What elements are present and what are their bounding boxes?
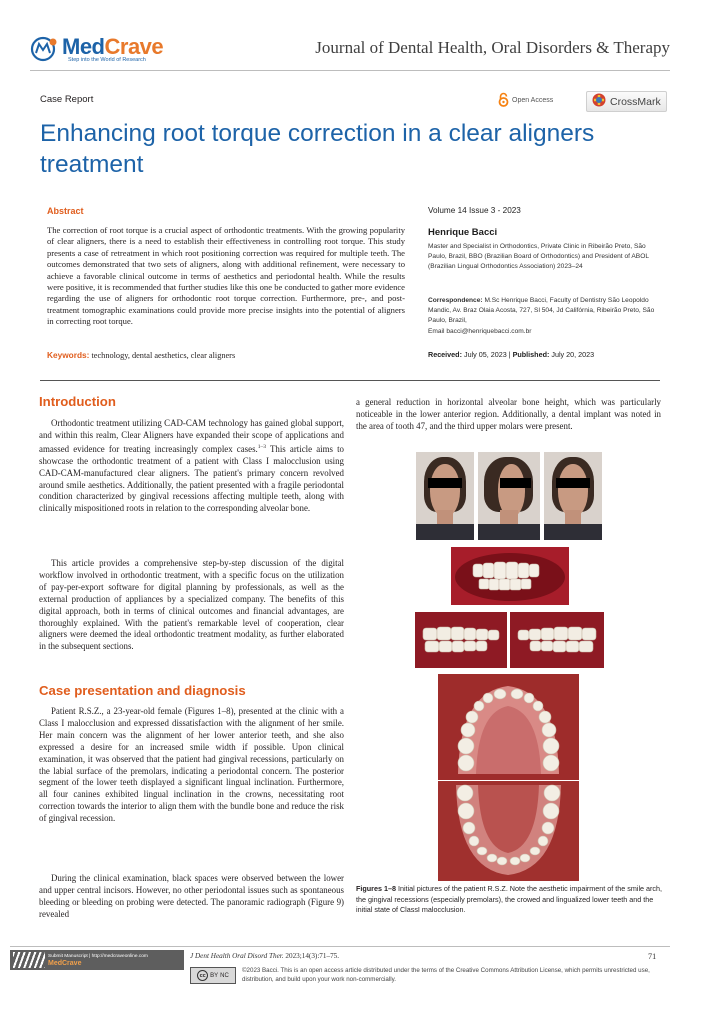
author-name: Henrique Bacci (428, 227, 498, 238)
intro-p1-reference: 1–3 (257, 443, 266, 450)
logo-tagline: Step into the World of Research (68, 57, 146, 63)
creative-commons-icon[interactable] (190, 967, 236, 984)
correspondence (428, 296, 663, 337)
logo-text-crave: Crave (104, 34, 164, 59)
section-divider (40, 380, 660, 381)
cc-nc-label: NC (220, 972, 229, 979)
figure-caption (356, 884, 662, 916)
right-column-paragraph: a general reduction in horizontal alveolar bone height, which was particularly noticeable in the lower anterior region. Additionally, a dental implant was noted in the area of tooth 47, and the third upper molars were present. (356, 397, 661, 431)
article-title: Enhancing root torque correction in a clear aligners treatment (40, 120, 595, 178)
introduction-paragraph-1 (39, 418, 344, 515)
submit-manuscript-banner[interactable] (10, 950, 184, 970)
abstract-heading: Abstract (47, 206, 84, 216)
figure-caption-text: Initial pictures of the patient R.S.Z. Note the aesthetic impairment of the smile arch, the gingival recessions (especially premolars), the crowed and lingualized lower teeth and the initial state of ClassI malocclusion. (356, 884, 663, 915)
received-label: Received: (428, 350, 462, 359)
photo-smile-frontal (451, 547, 569, 605)
journal-title: Journal of Dental Health, Oral Disorders & Therapy (315, 38, 670, 57)
case-paragraph-1: Patient R.S.Z., a 23-year-old female (Figures 1–8), presented at the clinic with a Class I malocclusion and expressed dissatisfaction with the alignment of her smile. Her main concern was the alignment of her lower anterior teeth, and she also expressed a desire for an increased smile width if possible. Upon clinical examination, it was observed that the patient had gingival recessions, particularly on the labial surface of the premolars, indicating a periodontal concern. The posterior segment of the lower teeth displayed a significant lingual inclination. Furthermore, all four canines exhibited lingual inclination in the crowns, necessitating root correction towards the interior to align them with the bundle bone and reduce the risk of gingival recession. (39, 706, 344, 824)
footer-brand: MedCrave (48, 960, 82, 967)
citation-journal: J Dent Health Oral Disord Ther. (190, 952, 284, 960)
logo-text-med: Med (62, 34, 105, 59)
photo-lower-occlusal (438, 781, 579, 881)
cc-label: cc (197, 970, 208, 981)
abstract-text: The correction of root torque is a crucial aspect of orthodontic treatments. With the growing popularity of clear aligners, there is a need to establish their effectiveness in controlling root torque. This study presents a case of retreatment in which root positioning correction was required for multiple teeth. The outcomes demonstrated that two sets of aligners, along with additional refinement, were necessary to achieve a favorable clinical outcome in terms of aesthetics and periodontal health. While the results were positive, it is recommended that further studies like this one be conducted to gather more evidence regarding the use of aligners for orthodontic root torque correction. Furthermore, pre-, and post-treatment tomographic examinations could provide more precise insights into the potential of aligners in correcting root torque. (47, 225, 405, 327)
photo-occlusion-right (415, 612, 507, 668)
header-divider (30, 70, 670, 71)
keywords-list: technology, dental aesthetics, clear aligners (91, 351, 236, 360)
cc-by-label: BY (210, 972, 219, 979)
photo-face-smile (544, 452, 602, 540)
citation (190, 952, 339, 960)
license-text: ©2023 Bacci. This is an open access article distributed under the terms of the Creative Commons Attribution License, which permits unrestricted use, distribution, and build upon your work non-commercially. (242, 967, 650, 984)
crossmark-icon (592, 93, 606, 110)
correspondence-address: M.Sc Henrique Bacci, Faculty of Dentistry São Leopoldo Mandic, Av. Braz Olaia Acosta, 727, Sl 504, Jd Califórnia, Ribeirão Preto, São Paulo, Brazil, (428, 297, 655, 325)
figure-caption-label: Figures 1–8 (356, 884, 396, 893)
photo-upper-occlusal (438, 674, 579, 780)
page-number: 71 (648, 952, 657, 961)
received-date: July 05, 2023 (463, 350, 507, 359)
crossmark-button[interactable] (586, 91, 667, 112)
volume-issue: Volume 14 Issue 3 - 2023 (428, 206, 521, 215)
submit-manuscript-link[interactable]: Submit Manuscript | http://medcraveonline.com (48, 954, 148, 959)
intro-p1-text-rest: This article aims to showcase the orthodontic treatment of a patient with Class I malocclusion using CAD-CAM-manufactured clear aligners. The patient's primary concern revolved around smile aesthetics. Additionally, the patient presented with a fragile periodontal condition characterized by gingival recessions affecting multiple teeth, along with clinically mispositioned roots in relation to the corresponding alveolar bone. (39, 443, 344, 514)
correspondence-email[interactable]: Email bacci@henriquebacci.com.br (428, 327, 532, 335)
intro-p1-text: Orthodontic treatment utilizing CAD-CAM technology has gained global support, and within this realm, Clear Aligners have expanded their scope of applications and amassed evidence for treating increasingly complex cases. (39, 418, 344, 454)
article-type: Case Report (40, 94, 94, 105)
photo-face-front (416, 452, 474, 540)
crossmark-label: CrossMark (610, 95, 661, 108)
introduction-heading: Introduction (39, 394, 116, 409)
photo-face-profile (478, 452, 540, 540)
published-date: July 20, 2023 (551, 350, 595, 359)
open-access-lock-icon (498, 92, 509, 109)
dates-separator: | (508, 350, 511, 359)
open-access-label: Open Access (512, 97, 554, 104)
keywords-label: Keywords: (47, 350, 90, 360)
case-presentation-heading: Case presentation and diagnosis (39, 683, 246, 698)
keywords (47, 350, 407, 360)
open-access-badge[interactable] (498, 92, 553, 109)
correspondence-label: Correspondence: (428, 297, 483, 304)
footer-stripes-icon (13, 952, 45, 968)
case-paragraph-2: During the clinical examination, black spaces were observed between the lower and upper central incisors. However, no other periodontal issues such as spontaneous bleeding or bleeding on probing were detected. The panoramic radiograph (Figure 9) revealed (39, 873, 344, 919)
author-affiliation: Master and Specialist in Orthodontics, Private Clinic in Ribeirão Preto, São Paulo, Brazil, BBO (Brazilian Board of Orthodontics) and President of ABOL (Brazilian Lingual Orthodontics Association) 2023–24 (428, 243, 649, 271)
citation-volume: 2023;14(3):71‒75. (283, 952, 340, 960)
photo-occlusion-left (510, 612, 604, 668)
footer-divider (10, 946, 670, 947)
medcrave-logo-icon (30, 36, 60, 62)
introduction-paragraph-2: This article provides a comprehensive step-by-step discussion of the digital workflow involved in orthodontic treatment, with a specific focus on the utilization of pay-per-export software for digital planning by professionals, as well as the external production of appliances by a specialized company. The benefits of this digital approach, both in terms of clinical outcomes and financial advantages, are thoroughly explained. With the patient's remarkable level of cooperation, clear aligners were deemed the ideal orthodontic treatment modality, as further elaborated in the subsequent sections. (39, 558, 344, 652)
dates (428, 350, 678, 360)
published-label: Published: (512, 350, 550, 359)
